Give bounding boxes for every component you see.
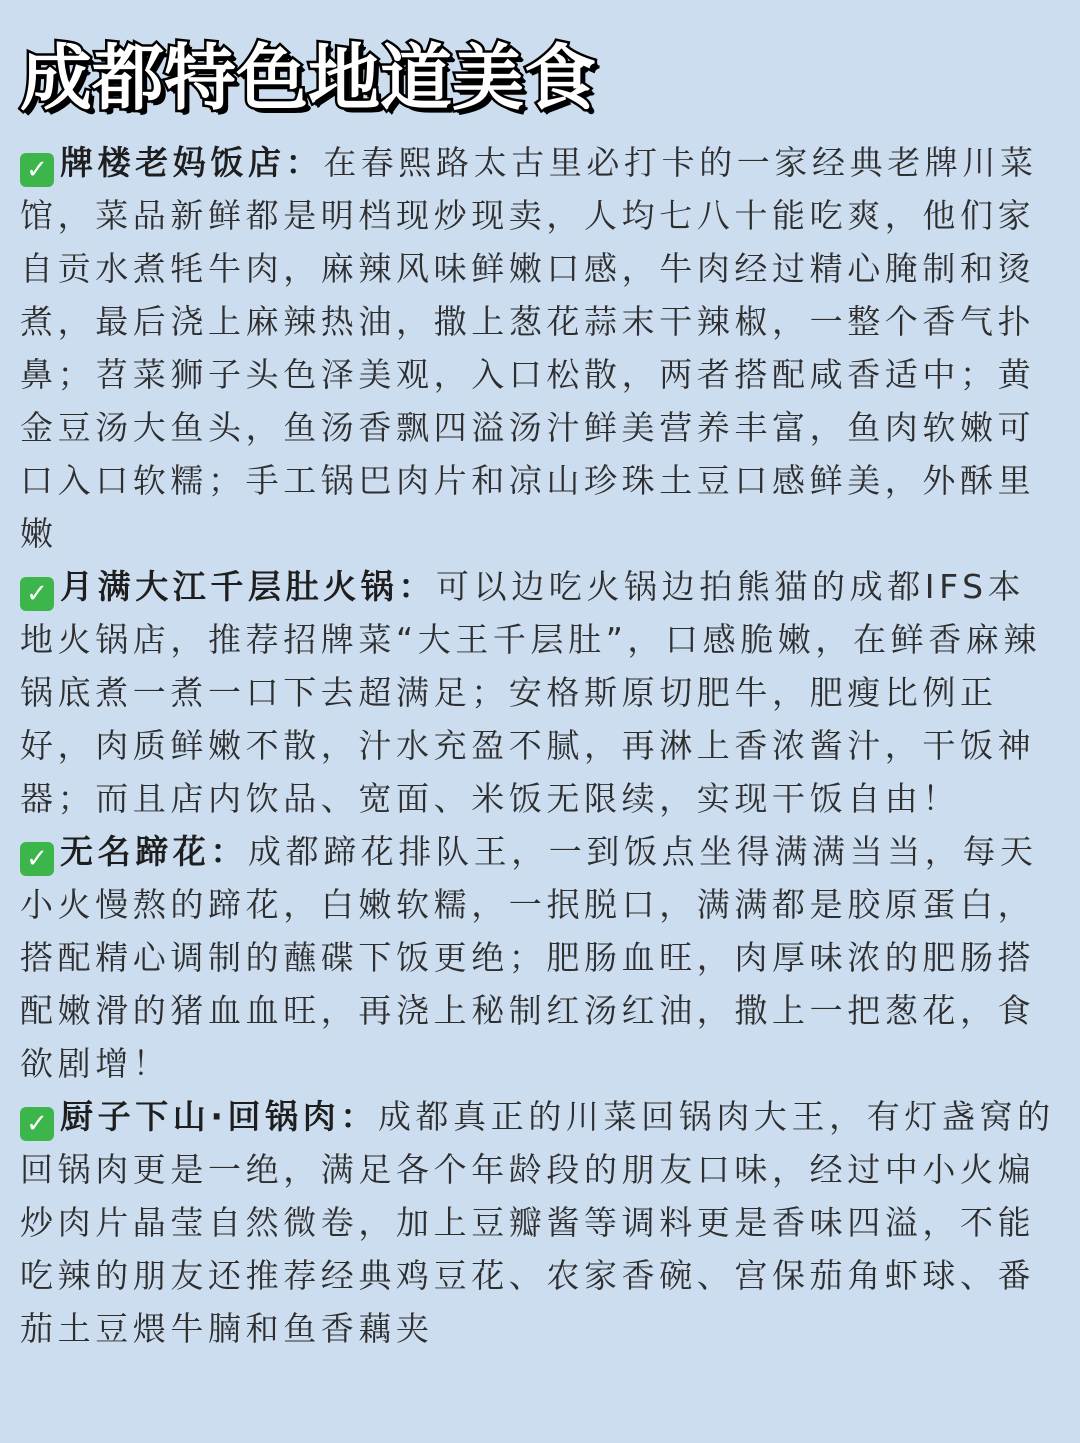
check-mark-icon: ✓ — [20, 153, 54, 187]
check-mark-icon: ✓ — [20, 842, 54, 876]
restaurant-entry-3 — [20, 825, 1058, 1090]
restaurant-name: 月满大江千层肚火锅： — [60, 567, 436, 606]
restaurant-name: 牌楼老妈饭店： — [60, 143, 324, 182]
page-title: 成都特色地道美食 — [20, 36, 597, 120]
restaurant-description: 成都蹄花排队王，一到饭点坐得满满当当，每天小火慢熬的蹄花，白嫩软糯，一抿脱口，满满都是胶原蛋白，搭配精心调制的蘸碟下饭更绝；肥肠血旺，肉厚味浓的肥肠搭配嫩滑的猪血血旺，再浇上秘制红汤红油，撒上一把葱花，食欲剧增！ — [20, 832, 1038, 1083]
check-mark-icon: ✓ — [20, 577, 54, 611]
restaurant-entry-2 — [20, 560, 1058, 825]
restaurant-description: 在春熙路太古里必打卡的一家经典老牌川菜馆，菜品新鲜都是明档现炒现卖，人均七八十能吃爽，他们家自贡水煮牦牛肉，麻辣风味鲜嫩口感，牛肉经过精心腌制和烫煮，最后浇上麻辣热油，撒上葱花蒜末干辣椒，一整个香气扑鼻；苕菜狮子头色泽美观，入口松散，两者搭配咸香适中；黄金豆汤大鱼头，鱼汤香飘四溢汤汁鲜美营养丰富，鱼肉软嫩可口入口软糯；手工锅巴肉片和凉山珍珠土豆口感鲜美，外酥里嫩 — [20, 143, 1038, 553]
restaurant-description: 可以边吃火锅边拍熊猫的成都IFS本地火锅店，推荐招牌菜“大王千层肚”，口感脆嫩，在鲜香麻辣锅底煮一煮一口下去超满足；安格斯原切肥牛，肥瘦比例正好，肉质鲜嫩不散，汁水充盈不腻，再淋上香浓酱汁，干饭神器；而且店内饮品、宽面、米饭无限续，实现干饭自由！ — [20, 567, 1041, 818]
check-mark-icon: ✓ — [20, 1107, 54, 1141]
restaurant-name: 厨子下山·回锅肉： — [60, 1097, 378, 1136]
restaurant-name: 无名蹄花： — [60, 832, 248, 871]
restaurant-entry-4 — [20, 1090, 1058, 1355]
restaurant-description: 成都真正的川菜回锅肉大王，有灯盏窝的回锅肉更是一绝，满足各个年龄段的朋友口味，经过中小火煸炒肉片晶莹自然微卷，加上豆瓣酱等调料更是香味四溢，不能吃辣的朋友还推荐经典鸡豆花、农家香碗、宫保茄角虾球、番茄土豆煨牛腩和鱼香藕夹 — [20, 1097, 1055, 1348]
restaurant-entry-1 — [20, 136, 1058, 560]
